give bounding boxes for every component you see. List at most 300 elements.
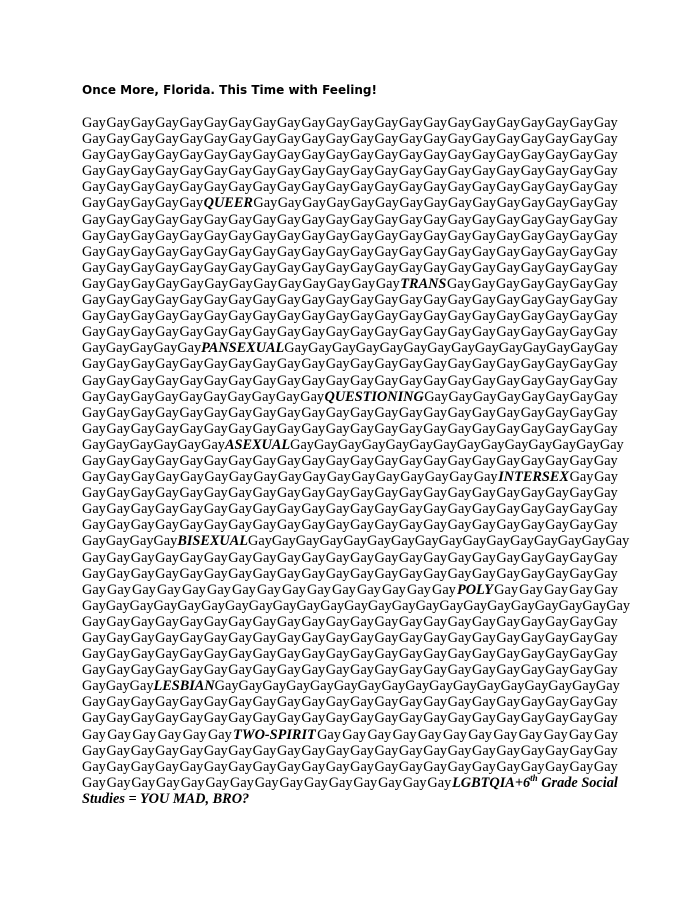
word: Gay [350,211,374,228]
word: Gay [423,662,448,679]
word: Gay [252,646,277,663]
word: Gay [510,597,535,614]
word: Gay [177,436,202,453]
word: Gay [253,275,278,292]
word: Gay [496,163,521,180]
word: Gay [228,211,253,228]
word: Gay [545,147,569,164]
word: Gay [155,630,179,646]
word: Gay [593,115,618,131]
word: Gay [179,452,204,469]
word: Gay [130,420,155,437]
word: Gay [130,211,155,228]
word: Gay [82,613,106,630]
word: Gay [398,452,423,469]
word: Gay [402,774,427,791]
word: Gay [496,388,521,405]
word: Gay [106,485,131,502]
word: Gay [498,340,523,357]
word: Gay [276,388,300,405]
word: Gay [520,163,545,180]
word: Gay [155,710,179,727]
word: Gay [203,259,228,276]
word: Gay [545,115,569,131]
word: Gay [228,452,253,469]
word: Gay [424,388,449,405]
word: Gay [569,147,594,164]
word: Gay [228,356,253,373]
text-line [82,791,618,807]
word: Gay [228,710,253,727]
word: Gay [130,227,155,244]
word: Gay [374,404,399,421]
word: Gay [325,694,350,711]
word: Gay [545,163,569,180]
word: Gay [203,211,228,228]
word: Gay [82,710,106,727]
word: Gay [253,469,278,486]
word: Gay [82,420,106,437]
word: Gay [462,533,487,550]
word: Gay [472,549,496,566]
word: Gay [325,292,350,309]
word: Gay [545,195,570,212]
word: Gay [447,324,472,341]
word: Gay [179,485,204,502]
word: Gay [180,774,205,791]
word: Gay [569,275,594,292]
word: Gay [325,372,350,389]
word: Gay [472,259,496,276]
word: Gay [367,533,391,550]
word: Gay [423,485,448,502]
word: Gay [179,501,204,518]
word: Gay [374,549,399,566]
highlighted-term: INTERSEX [498,469,569,486]
word: Gay [398,372,423,389]
word: Gay [271,533,296,550]
word: Gay [228,485,253,502]
word: Gay [447,211,472,228]
word: Gay [594,581,618,598]
word: Gay [569,259,594,276]
word: Gay [105,678,130,695]
word: Gay [179,115,204,131]
word: Gay [545,630,569,646]
word: Gay [448,388,473,405]
word: Gay [82,195,106,212]
word: Gay [277,211,301,228]
word: Gay [521,388,546,405]
word: Gay [398,646,423,663]
text-line [82,662,618,678]
text-line [82,775,618,791]
word: Gay [129,436,154,453]
word: Gay [545,694,569,711]
word: Gay [357,678,382,695]
word: Gay [439,597,464,614]
word: Gay [82,115,106,131]
word: Gay [472,163,496,180]
word: Gay [518,726,543,743]
text-line [82,678,618,694]
word: Gay [179,308,204,325]
word: Gay [252,179,277,196]
word: Gay [282,581,306,598]
word: Gay [228,324,253,341]
word: Gay [392,726,417,743]
word: Gay [472,388,497,405]
word: Gay [277,243,301,260]
word: Gay [153,436,178,453]
word: Gay [331,340,356,357]
text-line [82,453,618,469]
word: Gay [443,726,467,743]
word: Gay [106,147,131,164]
word: Gay [252,211,277,228]
word: Gay [593,710,618,727]
word: Gay [301,517,326,534]
word: Gay [520,758,545,775]
word: Gay [82,565,106,582]
word: Gay [106,163,131,180]
word: Gay [105,436,130,453]
word: Gay [353,774,378,791]
word: Gay [447,452,472,469]
word: Gay [82,469,106,486]
word: Gay [105,340,130,357]
word: Gay [350,292,374,309]
word: Gay [105,597,130,614]
word: Gay [325,630,350,646]
text-line [82,163,618,179]
word: Gay [130,517,155,534]
word: Gay [545,565,569,582]
word: Gay [130,115,155,131]
word: Gay [374,211,399,228]
word: Gay [593,758,618,775]
word: Gay [447,147,472,164]
word: Gay [496,211,521,228]
word: Gay [569,243,594,260]
word: Gay [496,275,520,292]
word: Gay [106,501,131,518]
word: Gay [522,340,547,357]
word: Gay [350,630,374,646]
word: Gay [350,259,374,276]
word: Gay [301,662,326,679]
word: Gay [277,356,301,373]
word: Gay [308,340,332,357]
word: Gay [252,710,277,727]
word: GayGay [558,597,607,614]
word: Gay [279,774,304,791]
word: Gay [496,613,521,630]
word: Gay [593,324,618,341]
word: Gay [328,774,353,791]
word: Gay [398,630,423,646]
word: Gay [569,485,594,502]
word: Gay [569,646,594,663]
text-line [82,421,618,437]
word: Gay [252,308,277,325]
word: Gay [228,404,253,421]
word: Gay [155,259,179,276]
word: Gay [155,324,179,341]
word: Gay [203,485,228,502]
word: Gay [228,147,253,164]
word: Gay [423,565,448,582]
word: Gay [130,163,155,180]
word: Gay [296,597,321,614]
word: Gay [252,420,277,437]
word: Gay [374,324,399,341]
word: Gay [472,758,496,775]
word: Gay [154,195,179,212]
text-line [82,646,618,662]
text-line [82,566,618,582]
word: Gay [374,758,399,775]
word: Gay [520,131,545,148]
text-line [82,228,618,244]
word: Gay [350,758,374,775]
word: Gay [130,758,155,775]
word: Gay [593,147,618,164]
word: Gay [203,372,228,389]
word: Gay [106,517,131,534]
word: Gay [106,404,131,421]
word: Gay [301,485,326,502]
word: Gay [374,292,399,309]
word: Gay [342,726,367,743]
word: Gay [398,179,423,196]
word: Gay [381,678,406,695]
word: Gay [447,356,472,373]
word: Gay [325,324,350,341]
word: Gay [228,115,253,131]
word: Gay [252,517,277,534]
word: Gay [472,694,496,711]
word: Gay [594,726,618,743]
word: Gay [277,710,301,727]
word: Gay [496,324,521,341]
word: Gay [447,742,472,759]
word: Gay [520,485,545,502]
word: Gay [155,646,179,663]
word: Gay [248,597,273,614]
word: Gay [593,243,618,260]
word: Gay [423,243,448,260]
word: Gay [155,517,179,534]
word: Gay [449,469,474,486]
word: Gay [320,597,345,614]
word: Gay [447,227,472,244]
word: Gay [179,227,204,244]
word: Gay [545,324,569,341]
word: Gay [155,485,179,502]
word: Gay [472,662,496,679]
word: Gay [391,597,416,614]
word: Gay [350,163,374,180]
text-line [82,743,618,759]
word: Gay [520,147,545,164]
word: Gay [463,597,488,614]
word: Gay [325,613,350,630]
text-line [82,485,618,501]
word: Gay [350,710,374,727]
word: Gay [155,404,179,421]
word: Gay [286,678,310,695]
word: Gay [473,469,498,486]
word: Gay [423,694,448,711]
word: Gay [423,710,448,727]
word: Gay [398,549,423,566]
word: Gay [325,308,350,325]
word: Gay [277,163,301,180]
word: Gay [520,404,545,421]
word: Gay [520,613,545,630]
word: Gay [423,308,448,325]
word: Gay [228,613,253,630]
highlighted-term: LGBTQIA+6th Grade Social [452,773,618,791]
word: Gay [569,420,594,437]
word: Gay [524,678,549,695]
text-line [82,308,618,324]
text-line [82,356,618,372]
word: Gay [403,340,428,357]
word: Gay [82,533,106,550]
word: Gay [569,742,594,759]
word: Gay [438,533,463,550]
word: Gay [374,131,399,148]
word: Gay [520,501,545,518]
word: Gay [593,742,618,759]
word: Gay [374,662,399,679]
word: Gay [528,436,553,453]
word: Gay [374,356,399,373]
word: Gay [106,308,131,325]
word: Gay [155,613,179,630]
word: Gay [423,324,448,341]
word: Gay [520,372,545,389]
highlighted-term: PANSEXUAL [201,340,285,357]
word: Gay [569,179,594,196]
word: Gay [472,292,496,309]
word: Gay [520,646,545,663]
word: Gay [82,356,106,373]
text-line [82,179,618,195]
word: Gay [472,308,496,325]
word: Gay [385,436,410,453]
word: Gay [496,372,521,389]
word: Gay [203,742,228,759]
word: Gay [374,179,399,196]
word: Gay [350,452,374,469]
word: Gay [569,227,594,244]
word: Gay [569,452,594,469]
word: Gay [456,436,481,453]
word: Gay [569,131,594,148]
word: Gay [155,179,179,196]
highlighted-term: BISEXUAL [177,533,249,550]
word: Gay [545,420,569,437]
word: Gay [545,710,569,727]
word: Gay [496,292,521,309]
word: Gay [130,131,155,148]
word: Gay [153,340,178,357]
word: Gay [593,308,618,325]
word: Gay [374,501,399,518]
word: Gay [415,597,440,614]
word: Gay [486,533,511,550]
word: Gay [599,436,624,453]
word: Gay [106,565,131,582]
word: Gay [179,372,204,389]
word: Gay [447,163,472,180]
word: Gay [545,404,569,421]
word: Gay [472,195,497,212]
word: Gay [545,452,569,469]
word: Gay [82,372,106,389]
word: Gay [203,243,228,260]
word: Gay [317,726,341,743]
word: Gay [472,485,496,502]
word: Gay [129,678,154,695]
word: Gay [325,115,350,131]
word: Gay [106,275,131,292]
word: Gay [569,581,593,598]
word: Gay [130,742,155,759]
word: Gay [301,372,326,389]
word: Gay [472,356,496,373]
word: Gay [179,131,204,148]
word: Gay [82,485,106,502]
word: Gay [593,662,618,679]
word: Gay [207,726,232,743]
word: Gay [468,726,493,743]
word: Gay [203,710,228,727]
word: Gay [82,517,106,534]
word: Gay [378,774,402,791]
word: Gay [367,726,392,743]
word: Gay [203,501,228,518]
word: Gay [325,356,350,373]
word: Gay [301,292,326,309]
word: Gay [277,565,301,582]
word: Gay [593,565,618,582]
word: Gay [379,340,404,357]
word: Gay [228,742,253,759]
word: Gay [447,420,472,437]
highlighted-term: TWO-SPIRIT [233,726,316,743]
word: Gay [203,758,228,775]
word: Gay [433,436,457,453]
text-line [82,389,618,405]
word: Gay [248,533,272,550]
word: Gay [130,388,155,405]
word: Gay [130,613,155,630]
word: Gay [179,195,204,212]
word: Gay [520,630,545,646]
word: Gay [319,533,344,550]
word: Gay [179,469,204,486]
word: Gay [510,533,534,550]
word: Gay [569,211,594,228]
word: Gay [545,131,569,148]
word: Gay [82,549,106,566]
word: Gay [593,452,618,469]
word: Gay [301,501,326,518]
